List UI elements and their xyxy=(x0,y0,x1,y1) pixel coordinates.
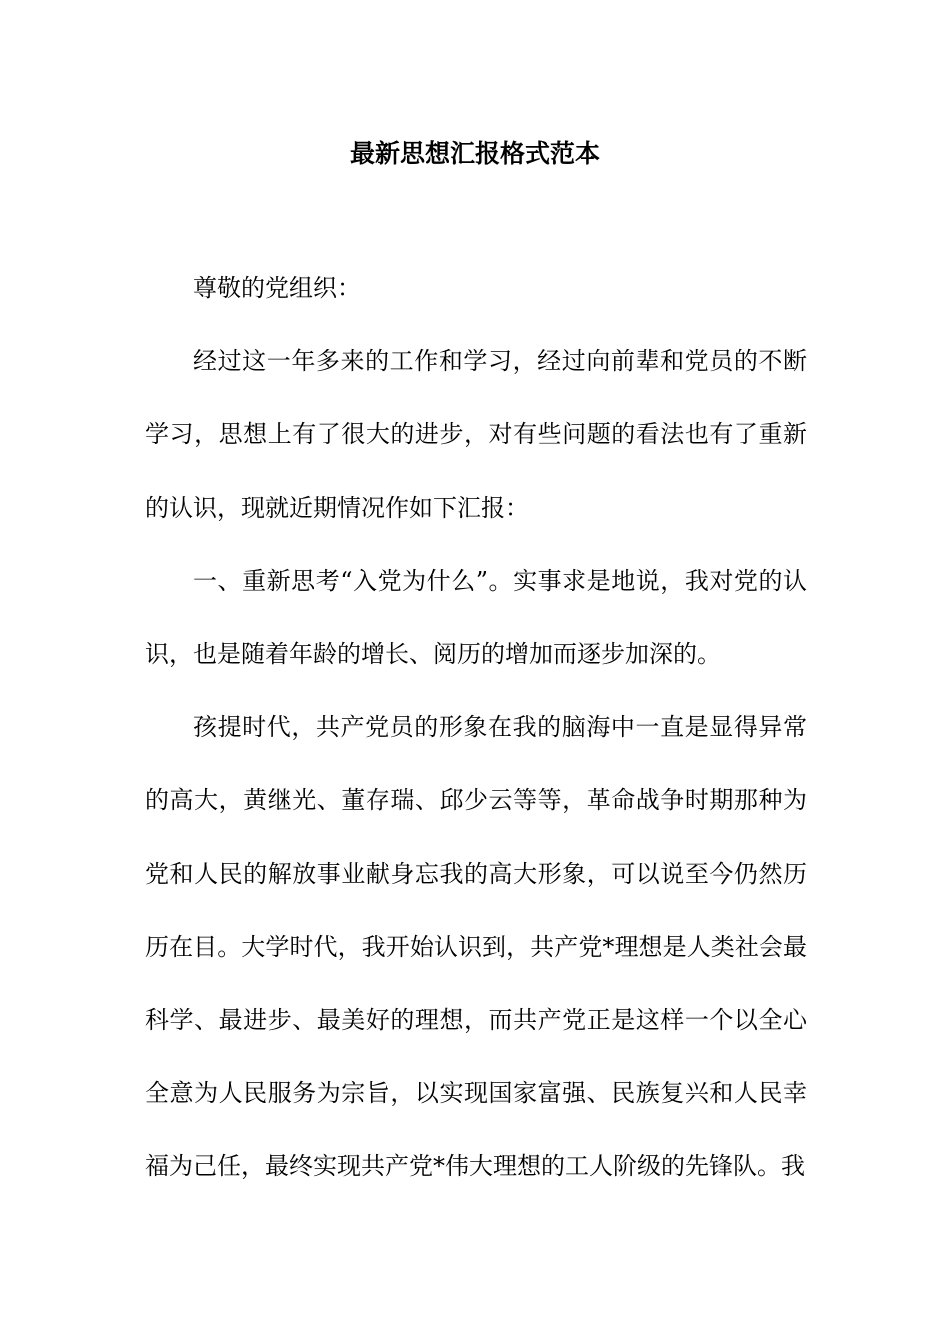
document-body xyxy=(145,252,807,1204)
paragraph-section-one: 一、重新思考“入党为什么”。实事求是地说，我对党的认识，也是随着年龄的增长、阅历的增加而逐步加深的。 xyxy=(145,566,807,669)
salutation: 尊敬的党组织： xyxy=(193,274,361,302)
document-title: 最新思想汇报格式范本 xyxy=(349,139,600,168)
paragraph-childhood: 孩提时代，共产党员的形象在我的脑海中一直是显得异常的高大，黄继光、董存瑞、邱少云等等，革命战争时期那种为党和人民的解放事业献身忘我的高大形象，可以说至今仍然历历在目。大学时代，我开始认识到，共产党*理想是人类社会最科学、最进步、最美好的理想，而共产党正是这样一个以全心全意为人民服务为宗旨，以实现国家富强、民族复兴和人民幸福为己任，最终实现共产党*伟大理想的工人阶级的先锋队。我 xyxy=(145,713,807,1181)
paragraph-intro: 经过这一年多来的工作和学习，经过向前辈和党员的不断学习，思想上有了很大的进步，对有些问题的看法也有了重新的认识，现就近期情况作如下汇报： xyxy=(145,347,807,522)
